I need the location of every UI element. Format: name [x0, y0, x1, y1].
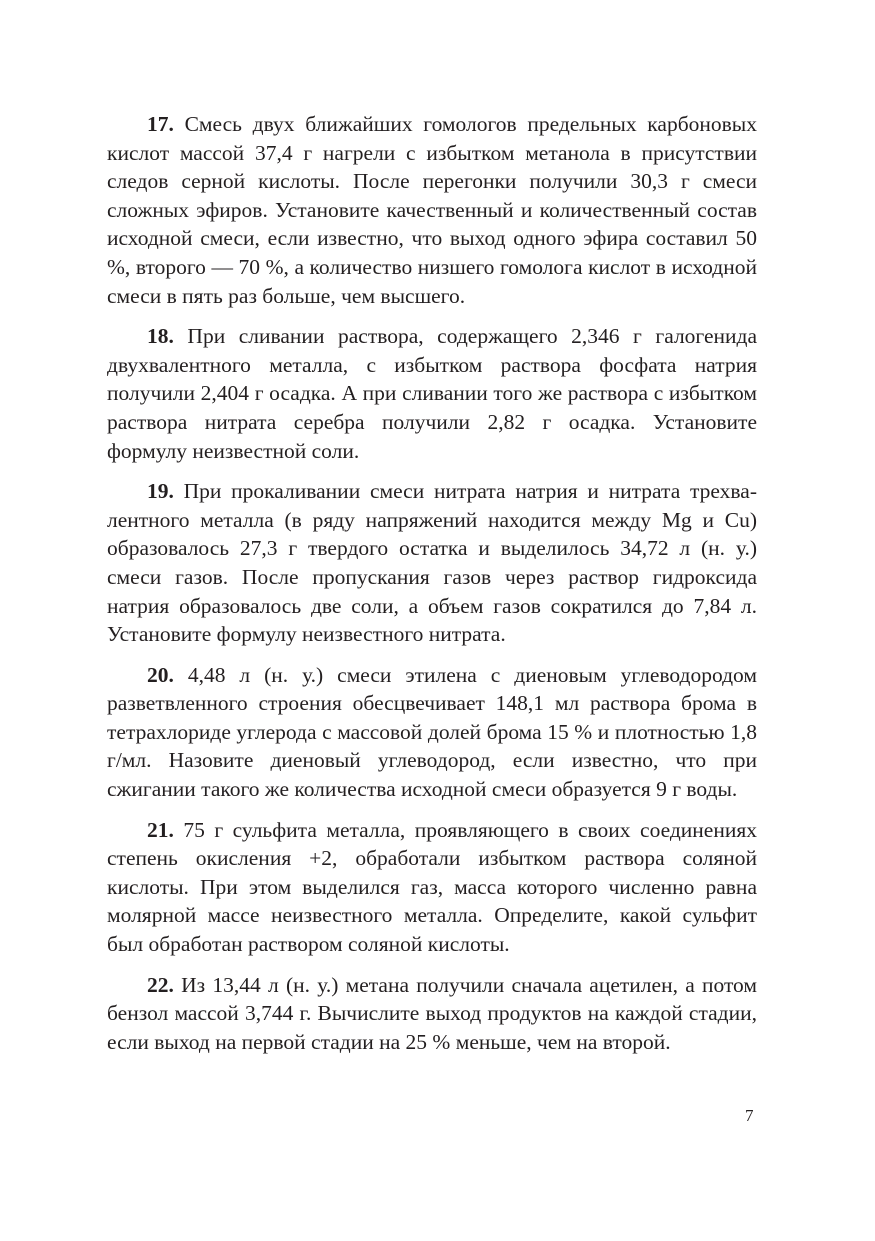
problem-20 [107, 661, 757, 804]
problem-18 [107, 322, 757, 465]
problem-number: 19. [147, 479, 174, 504]
page-body [107, 110, 757, 1068]
problem-19 [107, 477, 757, 649]
problem-text: При сливании раствора, содержащего 2,346 г галогенида двухвалентного металла, с избытком раствора фосфата натрия получили 2,404 г осадка. А при сливании того же раствора с избытком раствора нитрата серебра получили 2,82 г осадка. Установите формулу неизвестной соли. [107, 324, 758, 463]
problem-number: 18. [147, 324, 174, 349]
problem-text: При прокаливании смеси нитрата натрия и нитрата трехвалентного металла (в ряду напряжений находится между Mg и Cu) образовалось 27,3 г твердого остатка и выделилось 34,72 л (н. у.) смеси газов. После пропускания газов через раствор гидроксида натрия образовалось две соли, а объем газов сократился до 7,84 л. Установите формулу неизвестного нитрата. [107, 479, 757, 647]
problem-21 [107, 816, 757, 959]
problem-text: 75 г сульфита металла, проявляющего в своих соединениях степень окисления +2, обработали избытком раствора соляной кислоты. При этом выделился газ, масса которого численно равна молярной массе неизвестного металла. Определите, какой сульфит был обработан раствором соляной кислоты. [107, 817, 757, 957]
problem-17 [107, 110, 757, 310]
problem-text: Из 13,44 л (н. у.) метана получили сначала ацетилен, а потом бензол массой 3,744 г. Вычислите выход продуктов на каждой стадии, если выход на первой стадии на 25 % меньше, чем на второй. [107, 972, 758, 1054]
page-number: 7 [745, 1106, 754, 1125]
problem-number: 21. [147, 817, 174, 842]
problem-number: 20. [147, 662, 174, 687]
problem-text: 4,48 л (н. у.) смеси этилена с диеновым углеводородом разветвленного строения обесцвечивает 148,1 мл раствора брома в тетрахлориде углерода с массовой долей брома 15 % и плотностью 1,8 г/мл. Назовите диеновый углеводород, если известно, что при сжигании такого же количества исходной смеси образуется 9 г воды. [107, 662, 757, 802]
problem-number: 22. [147, 972, 174, 997]
problem-22 [107, 971, 757, 1057]
problem-number: 17. [147, 112, 174, 136]
problem-text: Смесь двух ближайших гомологов предельных карбоновых кислот массой 37,4 г нагрели с избытком метанола в присутствии следов серной кислоты. После перегонки получили 30,3 г смеси сложных эфиров. Установите качественный и количественный состав исходной смеси, если известно, что выход одного эфира составил 50 %, второго — 70 %, а количество низшего гомолога кислот в исходной смеси в пять раз больше, чем высшего. [107, 112, 757, 308]
